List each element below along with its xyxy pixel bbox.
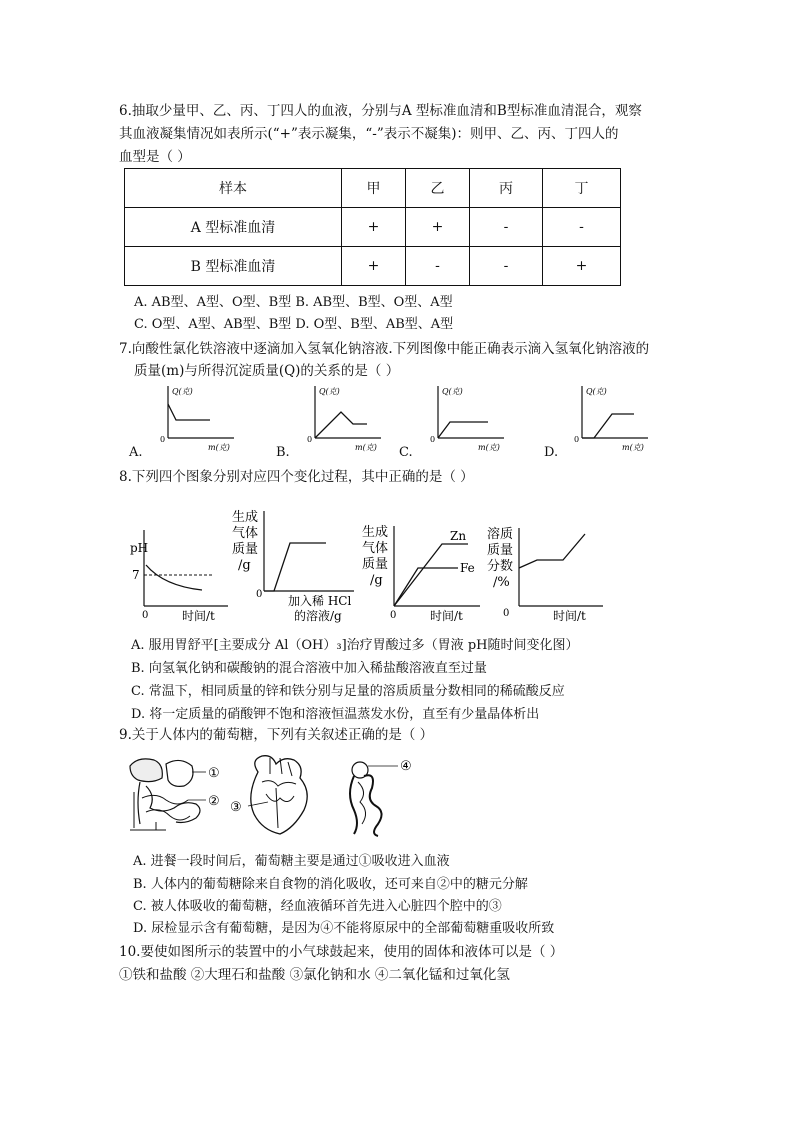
q6-line-1: 6.抽取少量甲、乙、丙、丁四人的血液，分别与A 型标准血清和B型标准血清混合，观察 xyxy=(119,103,642,119)
label-marker: ④ xyxy=(400,759,412,774)
q9-option-c: C. 被人体吸收的葡萄糖，经血液循环首先进入心脏四个腔中的③ xyxy=(133,899,502,914)
y-axis-label: Q(克) xyxy=(442,387,463,396)
x-axis-label: 的溶液/g xyxy=(294,609,342,623)
q6-option-cd: C. O型、A型、AB型、B型 D. O型、B型、AB型、A型 xyxy=(134,317,454,332)
legend-fe: Fe xyxy=(460,561,475,575)
label-marker: ② xyxy=(208,794,220,809)
q9-option-d: D. 尿检显示含有葡萄糖，是因为④不能将原尿中的全部葡萄糖重吸收所致 xyxy=(133,921,555,936)
x-axis-label: 加入稀 HCl xyxy=(288,594,352,608)
y-axis-label: 气体 xyxy=(232,526,259,541)
q8-line-1: 8.下列四个图象分别对应四个变化过程，其中正确的是（ ） xyxy=(119,469,474,485)
table-cell: + xyxy=(543,247,621,286)
label-marker: ③ xyxy=(230,800,242,815)
q9-option-b: B. 人体内的葡萄糖除来自食物的消化吸收，还可来自②中的糖元分解 xyxy=(133,877,528,892)
origin-label: 0 xyxy=(430,435,436,444)
q8-graph-zn-fe xyxy=(360,522,484,626)
q8-option-b: B. 向氢氧化钠和碳酸钠的混合溶液中加入稀盐酸溶液直至过量 xyxy=(131,661,487,676)
y-axis-label: 质量 xyxy=(487,543,514,558)
q8-option-d: D. 将一定质量的硝酸钾不饱和溶液恒温蒸发水份，直至有少量晶体析出 xyxy=(131,707,540,722)
q7-graph-letter: B. xyxy=(276,445,290,460)
table-cell: - xyxy=(543,208,621,247)
table-cell: - xyxy=(406,247,470,286)
table-header-cell: 丙 xyxy=(470,169,543,208)
table-header-cell: 乙 xyxy=(406,169,470,208)
x-axis-label: m(克) xyxy=(478,443,500,452)
x-axis-label: m(克) xyxy=(355,443,377,452)
y-axis-label: /g xyxy=(370,573,383,588)
table-cell: + xyxy=(406,208,470,247)
table-cell: + xyxy=(342,247,406,286)
q7-line-1: 7.向酸性氯化铁溶液中逐滴加入氢氧化钠溶液.下列图像中能正确表示滴入氢氧化钠溶液的 xyxy=(119,341,650,357)
q7-graph-d xyxy=(572,382,652,454)
q7-graph-letter: D. xyxy=(544,445,559,460)
q9-line-1: 9.关于人体内的葡萄糖，下列有关叙述正确的是（ ） xyxy=(119,727,434,743)
q8-option-c: C. 常温下，相同质量的锌和铁分别与足量的溶质质量分数相同的稀硫酸反应 xyxy=(131,684,565,699)
q10-line-1: 10.要使如图所示的装置中的小气球鼓起来，使用的固体和液体可以是（ ） xyxy=(119,944,564,960)
q9-option-a: A. 进餐一段时间后，葡萄糖主要是通过①吸收进入血液 xyxy=(133,854,450,869)
q7-graph-b xyxy=(305,382,385,454)
origin-label: 0 xyxy=(256,589,263,600)
nephron-image xyxy=(340,754,420,838)
q7-graph-c xyxy=(428,382,508,454)
table-header-cell: 甲 xyxy=(342,169,406,208)
x-axis-label: 时间/t xyxy=(430,609,463,623)
table-header-row xyxy=(125,169,621,208)
q8-option-a: A. 服用胃舒平[主要成分 Al（OH）₃]治疗胃酸过多（胃液 pH随时间变化图） xyxy=(131,638,579,653)
origin-label: 0 xyxy=(390,610,397,621)
table-row xyxy=(125,247,621,286)
q10-line-2: ①铁和盐酸 ②大理石和盐酸 ③氯化钠和水 ④二氧化锰和过氧化氢 xyxy=(119,967,510,983)
y-axis-label: pH xyxy=(130,541,149,555)
q7-line-2: 质量(m)与所得沉淀质量(Q)的关系的是（ ） xyxy=(134,363,400,379)
q8-graph-ph xyxy=(124,520,232,624)
table-cell: - xyxy=(470,247,543,286)
q6-line-3: 血型是（ ） xyxy=(119,149,191,165)
q7-graph-letter: A. xyxy=(129,445,143,460)
table-header-cell: 样本 xyxy=(125,169,342,208)
y-axis-label: 质量 xyxy=(232,542,259,557)
x-axis-label: 时间/t xyxy=(553,609,586,623)
q7-graph-letter: C. xyxy=(399,445,413,460)
table-cell: A 型标准血清 xyxy=(125,208,342,247)
y-axis-label: 溶质 xyxy=(487,527,514,542)
q6-line-2: 其血液凝集情况如表所示(“+”表示凝集，“-”表示不凝集)：则甲、乙、丙、丁四人的 xyxy=(119,126,619,142)
legend-zn: Zn xyxy=(450,529,467,543)
q8-graph-fraction xyxy=(485,524,605,628)
x-axis-label: 时间/t xyxy=(182,609,215,623)
origin-label: 0 xyxy=(160,435,166,444)
table-row xyxy=(125,208,621,247)
table-cell: + xyxy=(342,208,406,247)
y-axis-label: Q(克) xyxy=(172,387,193,396)
q6-option-ab: A. AB型、A型、O型、B型 B. AB型、B型、O型、A型 xyxy=(134,295,453,310)
origin-label: 0 xyxy=(142,610,149,621)
origin-label: 0 xyxy=(503,608,510,619)
y-axis-label: 生成 xyxy=(232,510,259,525)
q7-graph-a xyxy=(158,382,238,454)
origin-label: 0 xyxy=(574,435,580,444)
y-axis-label: 质量 xyxy=(362,557,389,572)
heart-image xyxy=(228,752,324,836)
y-axis-label: 分数 xyxy=(487,559,514,574)
y-axis-label: Q(克) xyxy=(586,387,607,396)
x-axis-label: m(克) xyxy=(622,443,644,452)
x-axis-label: m(克) xyxy=(208,443,230,452)
label-marker: ① xyxy=(208,766,220,781)
y-axis-label: /% xyxy=(493,575,510,590)
y-axis-label: 气体 xyxy=(362,541,389,556)
origin-label: 0 xyxy=(307,435,313,444)
q8-graph-gas-hcl xyxy=(228,505,358,625)
tick-label: 7 xyxy=(132,568,140,582)
digestive-system-image xyxy=(126,752,222,832)
y-axis-label: Q(克) xyxy=(319,387,340,396)
table-header-cell: 丁 xyxy=(543,169,621,208)
table-cell: - xyxy=(470,208,543,247)
y-axis-label: 生成 xyxy=(362,525,389,540)
y-axis-label: /g xyxy=(238,558,251,573)
table-cell: B 型标准血清 xyxy=(125,247,342,286)
blood-type-table xyxy=(124,168,621,286)
